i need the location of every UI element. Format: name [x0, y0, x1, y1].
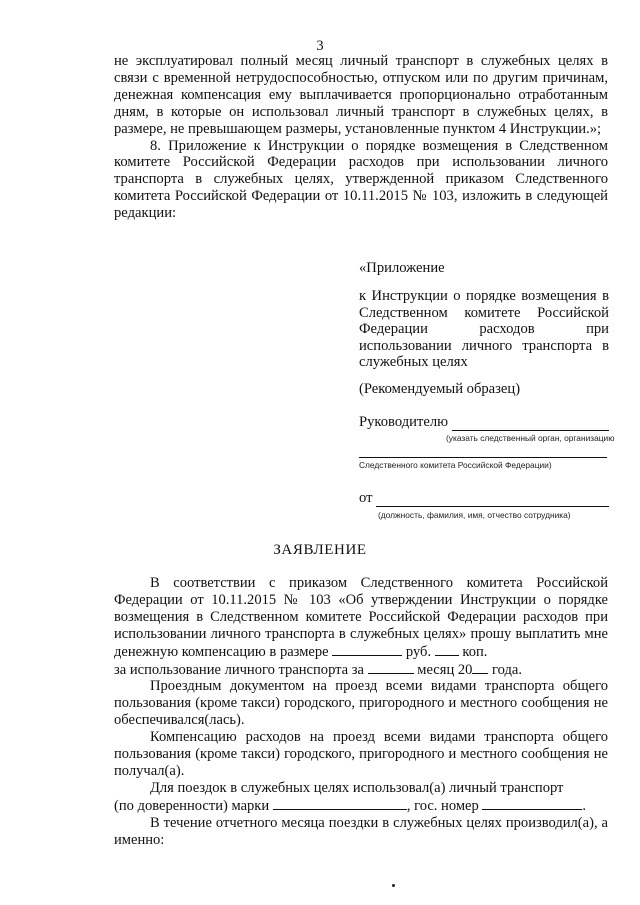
appendix-sample-note: (Рекомендуемый образец)	[359, 381, 521, 398]
statement-paragraph-5: В течение отчетного месяца поездки в служебных целях производил(а), а именно:	[114, 814, 608, 848]
intro-text	[114, 53, 608, 222]
kop-label: коп.	[462, 643, 488, 660]
period-text-c: года.	[492, 661, 522, 678]
rub-label: руб.	[405, 643, 432, 660]
vehicle-brand-label: (по доверенности) марки	[114, 797, 270, 814]
vehicle-line-end: .	[582, 797, 587, 814]
year-field[interactable]	[472, 661, 488, 674]
statement-paragraph-3: Компенсацию расходов на проезд всеми видами транспорта общего пользования (кроме такси) городского, пригородного и местного сообщения не получал(а).	[114, 729, 608, 779]
vehicle-number-field[interactable]	[482, 797, 582, 810]
period-text-a: за использование личного транспорта за	[114, 661, 364, 678]
appendix-title: «Приложение	[359, 260, 445, 276]
organization-hint: Следственного комитета Российской Федерации)	[359, 460, 552, 470]
statement-paragraph-4: Для поездок в служебных целях использовал(а) личный транспорт	[150, 779, 564, 796]
vehicle-line	[114, 797, 608, 815]
intro-paragraph-1: не эксплуатировал полный месяц личный транспорт в служебных целях в связи с временной нетрудоспособностью, отпуском или по другим причинам, денежная компенсация ему выплачивается пропорционально отработанным дням, в которые он использовал личный транспорт в служебных целях, в размере, не превышающем размеры, установленные пунктом 4 Инструкции.»;	[114, 53, 608, 137]
sender-hint: (должность, фамилия, имя, отчество сотрудника)	[378, 510, 571, 520]
appendix-block	[359, 260, 609, 398]
addressee-hint: (указать следственный орган, организацию	[446, 433, 615, 443]
vehicle-brand-field[interactable]	[273, 797, 407, 810]
sender-field	[359, 490, 609, 507]
addressee-input-line[interactable]	[452, 416, 609, 431]
month-field[interactable]	[368, 661, 414, 674]
compensation-kop-field[interactable]	[435, 643, 459, 656]
sender-label: от	[359, 490, 373, 506]
page-number: 3	[316, 38, 324, 54]
statement-paragraph-1	[114, 575, 608, 661]
appendix-text: к Инструкции о порядке возмещения в Следственном комитете Российской Федерации расходов при использовании личного транспорта в служебных целях	[359, 288, 609, 371]
statement-period-line	[114, 661, 608, 679]
compensation-rub-field[interactable]	[332, 643, 402, 656]
organization-input-line[interactable]	[359, 457, 607, 458]
addressee-label: Руководителю	[359, 414, 449, 430]
sender-input-line[interactable]	[376, 492, 609, 507]
addressee-field	[359, 414, 609, 431]
statement-p1-text: В соответствии с приказом Следственного комитета Российской Федерации от 10.11.2015 № 103 «Об утверждении Инструкции о порядке возмещения в Следственном комитете Российской Федерации расходов при использовании личного транспорта в служебных целях» прошу выплатить мне денежную компенсацию в размере	[114, 575, 608, 660]
intro-paragraph-2: 8. Приложение к Инструкции о порядке возмещения в Следственном комитете Российской Федерации расходов при использовании личного транспорта в служебных целях, утвержденной приказом Следственного комитета Российской Федерации от 10.11.2015 № 103, изложить в следующей редакции:	[114, 137, 608, 222]
period-text-b: месяц 20	[417, 661, 473, 678]
statement-heading: ЗАЯВЛЕНИЕ	[273, 542, 367, 558]
vehicle-number-label: , гос. номер	[406, 797, 479, 814]
scan-dot	[392, 884, 395, 887]
statement-paragraph-2: Проездным документом на проезд всеми видами транспорта общего пользования (кроме такси) городского, пригородного и местного сообщения не обеспечивался(лась).	[114, 678, 608, 729]
statement-body	[114, 575, 608, 849]
